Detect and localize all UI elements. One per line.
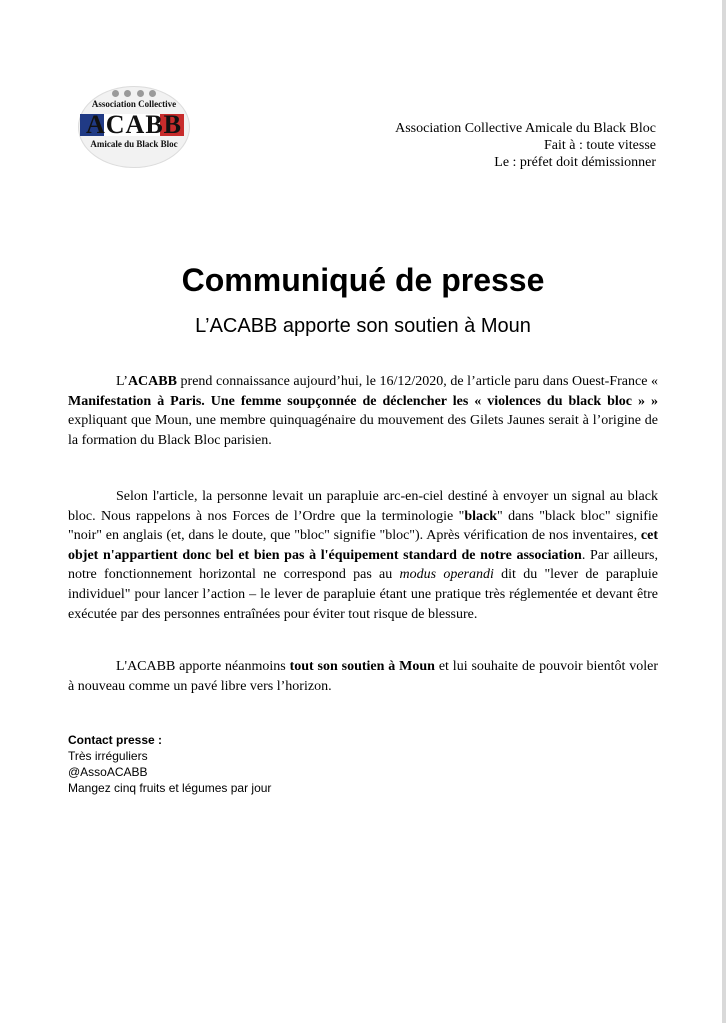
p2-a: Selon l'article, la personne levait un parapluie arc-en-ciel destiné à envoyer un signal au black bloc. Nous rappelons à nos Forces de l’Ordre que la terminologie " — [68, 489, 658, 524]
p2-e: . Par ailleurs, notre fonctionnement horizontal ne correspond pas au — [68, 547, 659, 583]
contact-line: Mangez cinq fruits et légumes par jour — [68, 781, 272, 795]
paragraph-3 — [68, 657, 658, 696]
logo-name: ACABB — [85, 110, 182, 139]
p1-c: prend connaissance aujourd’hui, le 16/12/2020, de l’article paru dans Ouest-France « — [176, 374, 658, 389]
p2-b: black — [464, 508, 498, 524]
header-org: Association Collective Amicale du Black Bloc — [395, 121, 656, 136]
page-title: Communiqué de presse — [181, 262, 545, 298]
p2-f: modus operandi — [399, 567, 494, 583]
p3-b: tout son soutien à Moun — [289, 659, 435, 674]
logo-top-text: Association Collective — [91, 99, 177, 109]
p3-a: L'ACABB apporte néanmoins — [116, 659, 290, 674]
p2-c: " dans "black bloc" signifie "noir" en anglais (et, dans le doute, que "bloc" signifie "bloc"). Après vérification de nos inventaires, — [68, 508, 658, 544]
contact-block — [68, 732, 271, 796]
header-date: Le : préfet doit démissionner — [494, 155, 656, 170]
acabb-logo — [78, 86, 190, 168]
header-place: Fait à : toute vitesse — [544, 138, 656, 153]
p2-d: cet objet n'appartient donc bel et bien pas à l'équipement standard de notre association — [68, 528, 658, 563]
p1-article-title: Manifestation à Paris. Une femme soupçonnée de déclencher les « violences du black bloc » » — [68, 393, 658, 409]
p1-b: ACABB — [127, 374, 177, 389]
logo-bottom-text: Amicale du Black Bloc — [90, 139, 178, 149]
contact-label: Contact presse : — [68, 733, 163, 747]
contact-line: Très irréguliers — [68, 749, 148, 763]
p1-a: L’ — [116, 374, 128, 389]
p2-g: dit du "lever de parapluie individuel" pour lancer l’action – le lever de parapluie étant une pratique très réglementée et devant être exécutée par des personnes entraînées pour éviter tout risque de blessure. — [68, 567, 658, 622]
contact-line: @AssoACABB — [68, 765, 148, 779]
page-subtitle: L’ACABB apporte son soutien à Moun — [195, 315, 531, 337]
p3-c: et lui souhaite de pouvoir bientôt voler à nouveau comme un pavé libre vers l’horizon. — [68, 659, 659, 694]
p1-e: expliquant que Moun, une membre quinquagénaire du mouvement des Gilets Jaunes serait à l’origine de la formation du Black Bloc parisien. — [68, 413, 658, 448]
header-info — [395, 120, 656, 171]
page-edge — [722, 0, 726, 1023]
logo-stones-icon — [112, 90, 156, 98]
paragraph-2 — [68, 487, 658, 624]
paragraph-1 — [68, 372, 658, 450]
